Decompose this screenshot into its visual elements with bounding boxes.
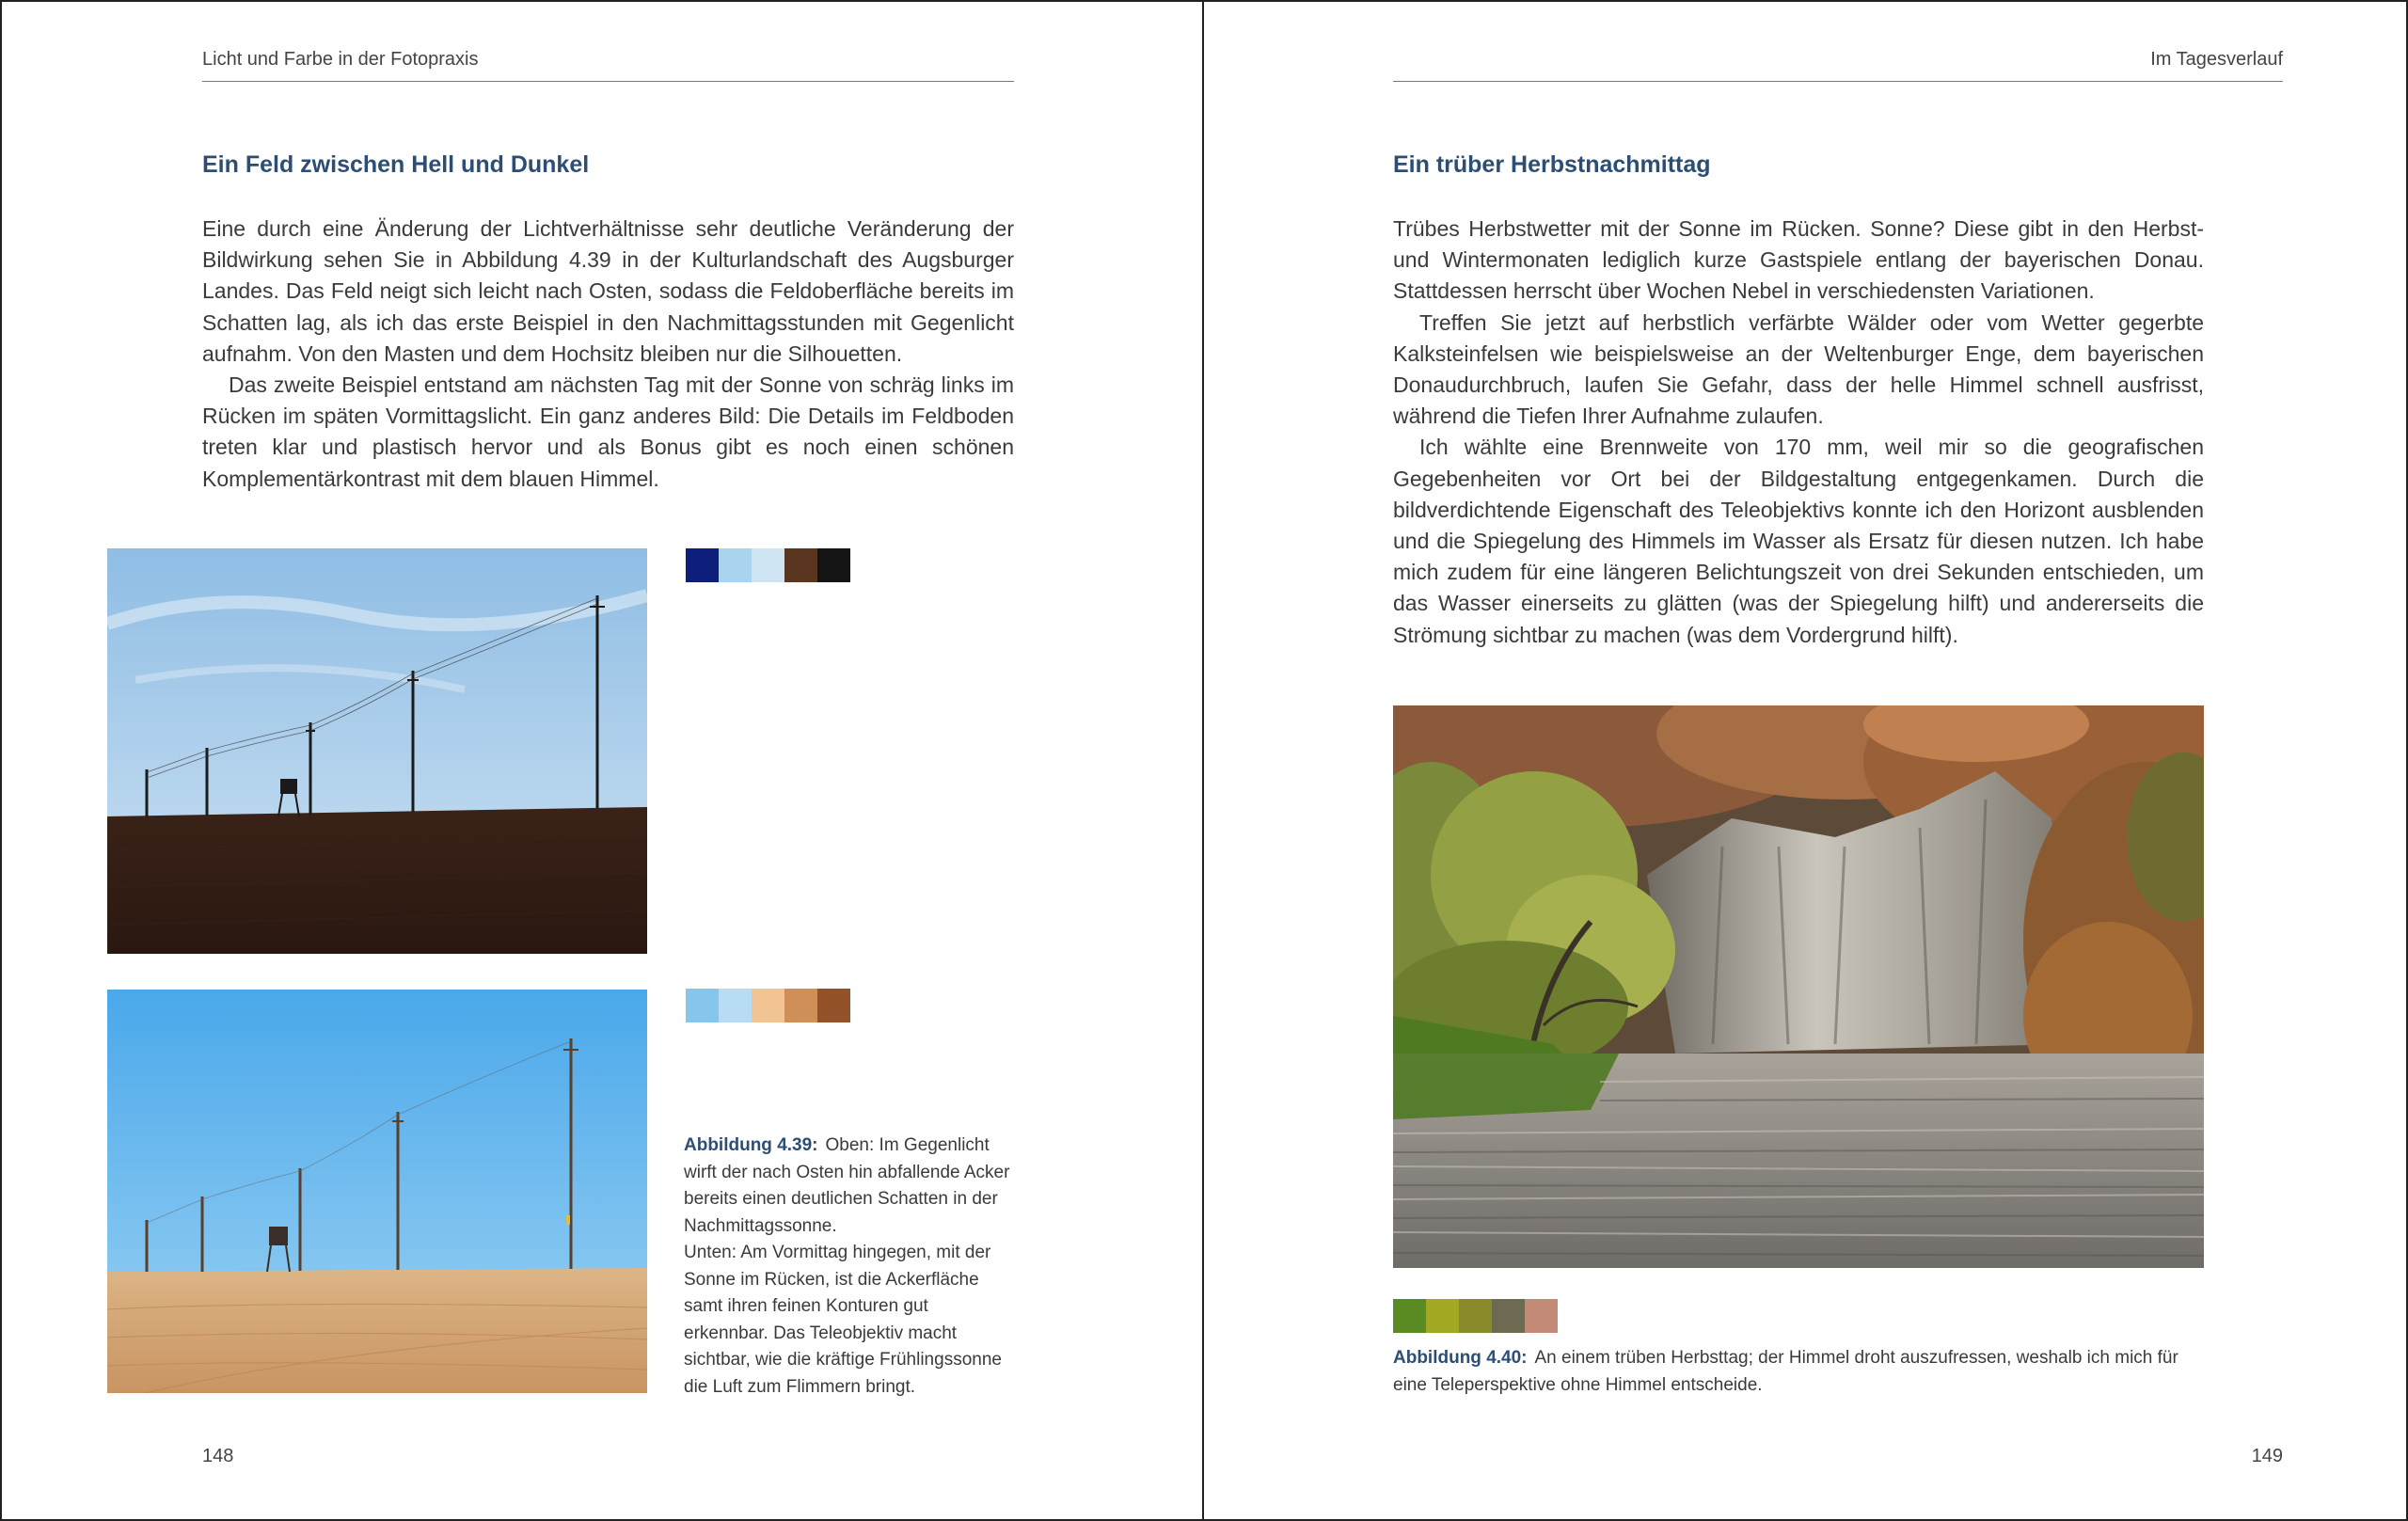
color-swatch [719,989,752,1022]
caption-label: Abbildung 4.40: [1393,1348,1528,1368]
color-swatch [752,548,784,582]
header-rule [202,81,1014,82]
section-title: Ein trüber Herbstnachmittag [1393,151,1711,178]
caption-text: Unten: Am Vormittag hingegen, mit der Sonne im Rücken, ist die Ackerfläche samt ihren feinen Konturen gut erkennbar. Das Teleobjektiv macht sichtbar, wie die kräftige Frühlingssonne die Luft zum Flimmern bringt. [684,1243,1002,1397]
color-swatch [1459,1299,1492,1333]
field-photo-backlit [107,548,647,954]
running-head-right: Im Tagesverlauf [2150,49,2283,70]
paragraph: Ich wählte eine Brennweite von 170 mm, weil mir so die geografischen Gegebenheiten vor Ort bei der Bildgestaltung entgegenkamen. Durch die bildverdichtende Eigenschaft des Teleobjektivs konnte ich den Horizont ausblenden und die Spiegelung des Himmels im Wasser als Ersatz für diesen nutzen. Ich habe mich zudem für eine längeren Belichtungszeit von drei Sekunden entschieden, um das Wasser einerseits zu glätten (was der Spiegelung hilft) und andererseits die Strömung sichtbar zu machen (was dem Vordergrund hilft). [1393,435,2204,647]
right-page [1204,0,2408,1521]
paragraph: Treffen Sie jetzt auf herbstlich verfärbte Wälder oder vom Wetter gegerbte Kalksteinfelsen wie beispielsweise an der Weltenburger Enge, dem bayerischen Donaudurchbruch, laufen Sie Gefahr, dass der helle Himmel schnell ausfrisst, während die Tiefen Ihrer Aufnahme zulaufen. [1393,309,2204,429]
figure-caption [684,1133,1015,1401]
caption-text: Oben: Im Gegenlicht wirft der nach Osten hin abfallende Acker bereits einen deutlichen Schatten in der Nachmittagssonne. [684,1135,1010,1236]
color-swatch [686,548,719,582]
color-palette-top [686,548,850,582]
color-swatch [817,989,850,1022]
body-text [1393,214,2204,651]
paragraph: Das zweite Beispiel entstand am nächsten Tag mit der Sonne von schräg links im Rücken im späten Vormittagslicht. Ein ganz anderes Bild: Die Details im Feldboden treten klar und plastisch hervor und als Bonus gibt es noch einen schönen Komplementärkontrast mit dem blauen Himmel. [202,372,1014,491]
color-swatch [752,989,784,1022]
page-number: 149 [2251,1446,2283,1466]
color-swatch [719,548,752,582]
color-palette [1393,1299,1558,1333]
color-swatch [1525,1299,1558,1333]
color-swatch [686,989,719,1022]
paragraph: Trübes Herbstwetter mit der Sonne im Rücken. Sonne? Diese gibt in den Herbst- und Wintermonaten lediglich kurze Gastspiele entlang der bayerischen Donau. Stattdessen herrscht über Wochen Nebel in verschiedensten Variationen. [1393,216,2204,304]
color-swatch [1393,1299,1426,1333]
figure-caption [1393,1345,2204,1399]
color-swatch [1426,1299,1459,1333]
color-swatch [784,989,817,1022]
paragraph: Eine durch eine Änderung der Lichtverhältnisse sehr deutliche Veränderung der Bildwirkung sehen Sie in Abbildung 4.39 in der Kulturlandschaft des Augsburger Landes. Das Feld neigt sich leicht nach Osten, sodass die Feldoberfläche bereits im Schatten lag, als ich das erste Beispiel in den Nachmittagsstunden mit Gegenlicht aufnahm. Von den Masten und dem Hochsitz bleiben nur die Silhouetten. [202,216,1014,366]
section-title: Ein Feld zwischen Hell und Dunkel [202,151,590,178]
field-photo-frontlit [107,990,647,1393]
body-text [202,214,1014,495]
page-number: 148 [202,1446,234,1466]
color-swatch [1492,1299,1525,1333]
caption-text: An einem trüben Herbsttag; der Himmel droht auszufressen, weshalb ich mich für eine Teleperspektive ohne Himmel entscheide. [1393,1348,2178,1395]
color-swatch [817,548,850,582]
color-palette-bottom [686,989,850,1022]
color-swatch [784,548,817,582]
river-photo [1393,705,2204,1268]
header-rule [1393,81,2283,82]
caption-label: Abbildung 4.39: [684,1135,818,1155]
running-head-left: Licht und Farbe in der Fotopraxis [202,49,479,70]
